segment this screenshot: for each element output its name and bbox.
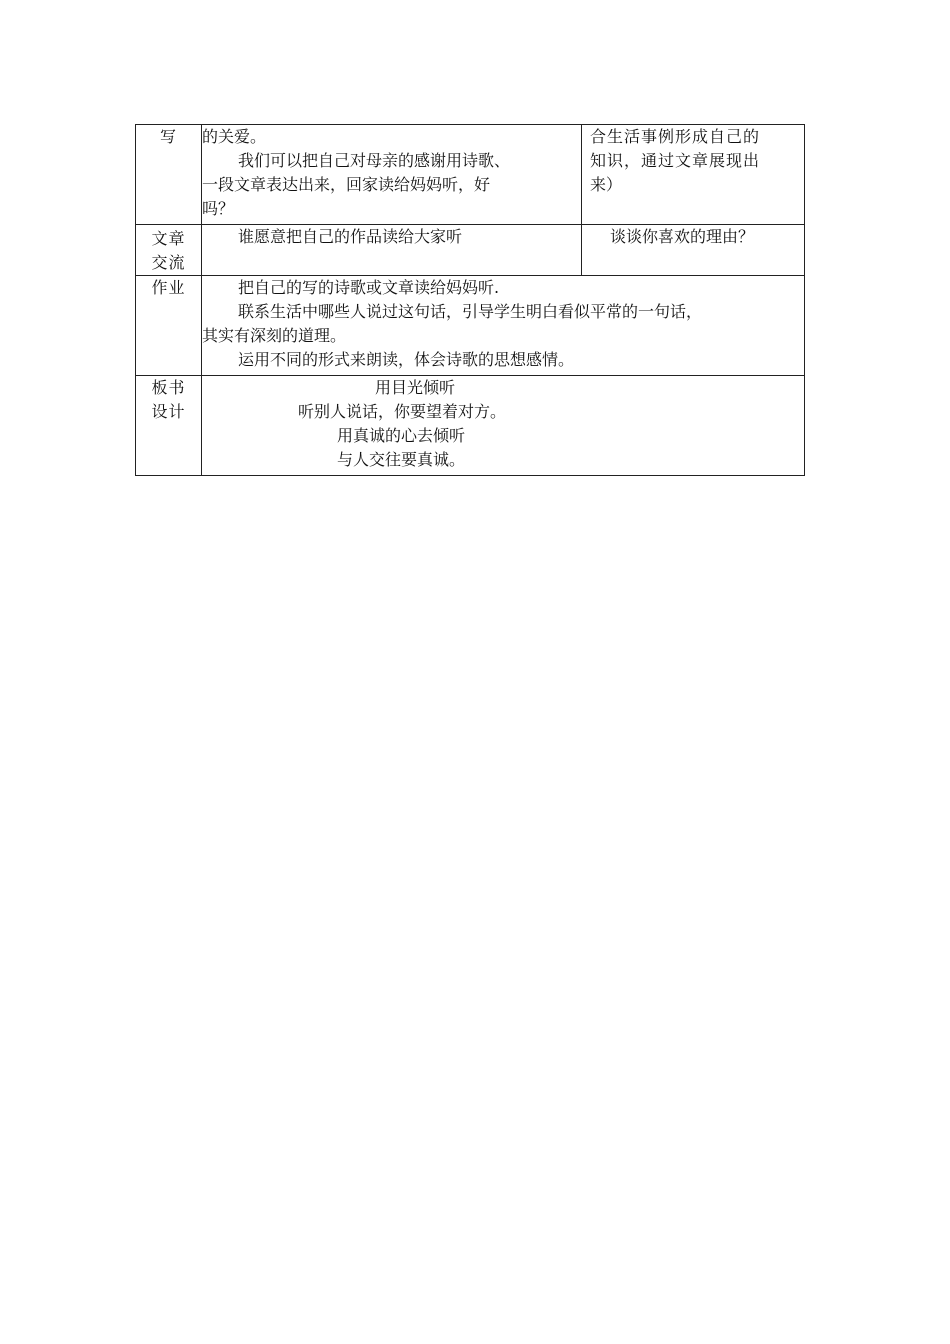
exchange-note-cell	[582, 225, 805, 276]
row-label-homework: 作业	[136, 276, 202, 376]
write-note-line-3: 来）	[590, 175, 623, 194]
lesson-plan-table	[135, 124, 805, 476]
board-line-3: 用真诚的心去倾听	[337, 426, 466, 445]
row-write	[136, 125, 805, 225]
row-label-write: 写	[136, 125, 202, 225]
write-note-line-2: 知识，通过文章展现出	[590, 151, 761, 170]
homework-line-2: 联系生活中哪些人说过这句话，引导学生明白看似平常的一句话，	[238, 302, 703, 321]
board-label-line-2: 设计	[151, 402, 186, 421]
row-homework	[136, 276, 805, 376]
homework-line-4: 运用不同的形式来朗读，体会诗歌的思想感情。	[238, 350, 575, 369]
homework-line-1: 把自己的写的诗歌或文章读给妈妈听.	[238, 278, 500, 297]
write-line-1: 的关爱。	[202, 127, 267, 146]
row-label-board	[136, 376, 202, 476]
write-note-cell	[582, 125, 805, 225]
exchange-label-line-1: 文章	[151, 229, 186, 248]
exchange-label-line-2: 交流	[151, 253, 186, 272]
write-line-2: 我们可以把自己对母亲的感谢用诗歌、	[238, 151, 511, 170]
board-label-line-1: 板书	[151, 378, 186, 397]
row-label-exchange	[136, 225, 202, 276]
board-line-2: 听别人说话，你要望着对方。	[298, 402, 507, 421]
homework-content-cell	[202, 276, 805, 376]
board-line-4: 与人交往要真诚。	[337, 450, 466, 469]
board-content-cell	[202, 376, 805, 476]
write-note-line-1: 合生活事例形成自己的	[590, 127, 761, 146]
write-line-4: 吗？	[202, 199, 235, 218]
board-line-1: 用目光倾听	[375, 378, 456, 397]
exchange-content-cell	[202, 225, 582, 276]
row-board	[136, 376, 805, 476]
exchange-note: 谈谈你喜欢的理由？	[610, 227, 755, 246]
write-content-cell	[202, 125, 582, 225]
row-exchange	[136, 225, 805, 276]
homework-line-3: 其实有深刻的道理。	[202, 326, 347, 345]
exchange-content: 谁愿意把自己的作品读给大家听	[238, 227, 463, 246]
write-line-3: 一段文章表达出来，回家读给妈妈听，好	[202, 175, 491, 194]
